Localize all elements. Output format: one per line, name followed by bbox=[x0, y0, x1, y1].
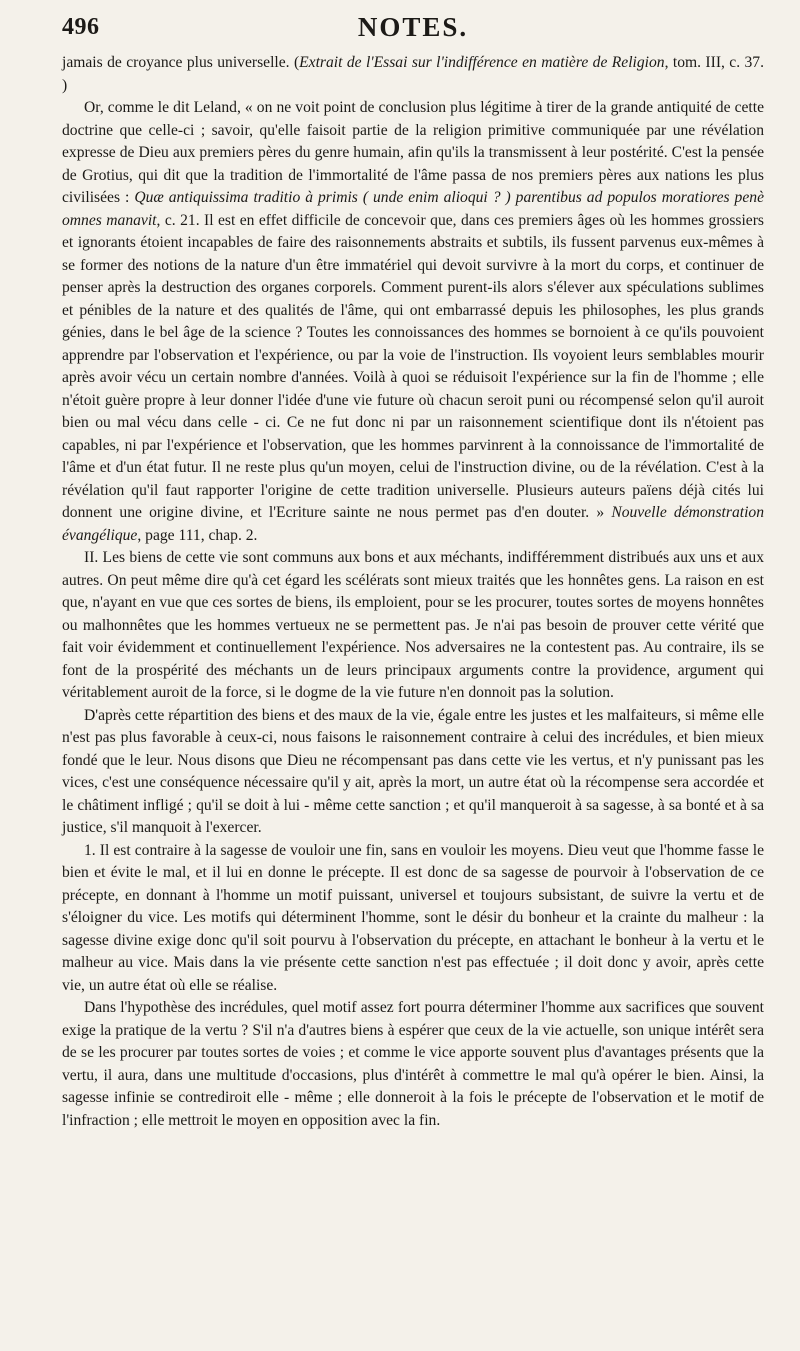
paragraph-leland-quote bbox=[62, 97, 764, 547]
paragraph-point-1: 1. Il est contraire à la sagesse de vouloir une fin, sans en vouloir les moyens. Dieu veut que l'homme fasse le bien et évite le mal, et il lui en donne le précepte. Il est donc de sa sagesse de pourvoir à l'observation de ce précepte, en donnant à l'homme un motif puissant, universel et toujours subsistant, de suivre la vertu et de s'éloigner du vice. Les motifs qui déterminent l'homme, sont le désir du bonheur et la crainte du malheur : la sagesse divine exige donc qu'il soit pourvu à l'observation du précepte, en attachant le bonheur à la vertu et le malheur au vice. Mais dans la vie présente cette sanction n'est pas effectuée ; il doit donc y avoir, après cette vie, un autre état où elle se réalise. bbox=[62, 841, 764, 994]
notes-body bbox=[62, 52, 764, 1132]
paragraph-section-ii: II. Les biens de cette vie sont communs aux bons et aux méchants, indifféremment distribués aux uns et aux autres. On peut même dire qu'à cet égard les scélérats sont mieux traités que les honnêtes gens. La raison en est que, n'ayant en vue que ces sortes de biens, ils emploient, pour se les procurer, toutes sortes de moyens honnêtes ou malhonnêtes que les hommes vertueux ne se permettent pas. Je n'ai pas besoin de prouver cette vérité que fait voir évidemment et continuellement l'expérience. Nos adversaires ne la contestent pas. Au contraire, ils se font de la prospérité des méchants un de leurs principaux arguments contre la providence, argument qui véritablement auroit de la force, si le dogme de la vie future n'en donnoit pas la solution. bbox=[62, 549, 764, 701]
page-header bbox=[62, 10, 764, 50]
citation-title: Extrait de l'Essai sur l'indifférence en matière de Religion bbox=[299, 54, 665, 71]
text-run: , page 111, chap. 2. bbox=[137, 526, 258, 544]
text-run: Or, comme le dit Leland, « on ne voit point de conclusion plus légitime à tirer de la grande antiquité de cette doctrine que celle-ci ; savoir, qu'elle faisoit partie de la religion primitive communiquée par une révélation expresse de Dieu aux premiers pères du genre humain, afin qu'ils la transmissent à leur postérité. C'est la pensée de Grotius, qui dit que la tradition de l'immortalité de l'âme passa de nos premiers pères aux nations les plus civilisées : bbox=[62, 99, 764, 206]
text-run: , tom. III, c. 37. ) bbox=[62, 54, 764, 94]
paragraph-repartition: D'après cette répartition des biens et des maux de la vie, égale entre les justes et les malfaiteurs, si même elle n'est pas plus favorable à ceux-ci, nous faisons le raisonnement contraire à celui des incrédules, et bien mieux fondé que le leur. Nous disons que Dieu ne récompensant pas dans cette vie les vertus, et n'y punissant pas les vices, c'est une conséquence nécessaire qu'il y ait, après la mort, un autre état où la récompense sera accordée et le châtiment infligé ; qu'il se doit à lui - même cette sanction ; et qu'il manqueroit à sa sagesse, à sa bonté et à sa justice, s'il manquoit à l'exercer. bbox=[62, 706, 764, 836]
paragraph-hypothese: Dans l'hypothèse des incrédules, quel motif assez fort pourra déterminer l'homme aux sacrifices que souvent exige la pratique de la vertu ? S'il n'a d'autres biens à espérer que ceux de la vie actuelle, son unique intérêt sera de se les procurer par toutes sortes de voies ; et comme le vice apporte souvent plus d'avantages présents que la vertu, il aura, dans une multitude d'occasions, plus d'intérêt à commettre le mal qu'à opérer le bien. Ainsi, la sagesse infinie se contrediroit elle - même ; elle donneroit à la fois le précepte de l'observation et le motif de l'infraction ; elle mettroit le moyen en opposition avec la fin. bbox=[62, 999, 764, 1129]
page-number: 496 bbox=[62, 14, 100, 40]
latin-quotation: Quæ antiquissima traditio à primis ( unde enim alioqui ? ) parentibus ad populos moratiores penè omnes manavit bbox=[62, 189, 764, 229]
running-title: NOTES. bbox=[357, 12, 469, 42]
citation-title: Nouvelle démonstration évangélique bbox=[62, 504, 764, 544]
text-run: , c. 21. Il est en effet difficile de concevoir que, dans ces premiers âges où les hommes grossiers et ignorants étoient incapables de faire des raisonnements abstraits et subtils, ils fussent parvenus eux-mêmes à se former des notions de la nature d'un être immatériel qui devoit survivre à la mort du corps, et continuer de penser après la destruction des organes corporels. Comment purent-ils alors s'élever aux spéculations sublimes et pénibles de la nature et des qualités de l'âme, qui ont embarrassé depuis les philosophes, les plus grands génies, dans le bel âge de la science ? Toutes les connoissances des hommes se bornoient à ce qu'ils pouvoient apprendre par l'observation et l'expérience, ou par la voie de l'instruction. Ils voyoient leurs semblables mourir après avoir vécu un certain nombre d'années. Voilà à quoi se réduisoit l'expérience sur la fin de l'homme ; elle n'étoit guère propre à leur donner l'idée d'une vie future où chacun seroit puni ou récompensé selon qu'il auroit bien ou mal vécu dans celle - ci. Ce ne fut donc ni par un raisonnement scientifique dont ils n'étoient pas capables, ni par l'expérience et l'observation, que les hommes parvinrent à la connoissance de l'immortalité de l'âme et d'un état futur. Il ne reste plus qu'un moyen, celui de l'instruction divine, ou de la révélation. C'est à la révélation qu'il faut rapporter l'origine de cette tradition universelle. Plusieurs auteurs païens déjà cités lui donnent une origine divine, et l'Ecriture sainte ne nous permet pas d'en douter. » bbox=[62, 211, 764, 521]
text-run: jamais de croyance plus universelle. ( bbox=[62, 54, 300, 71]
paragraph-citation bbox=[62, 52, 764, 97]
